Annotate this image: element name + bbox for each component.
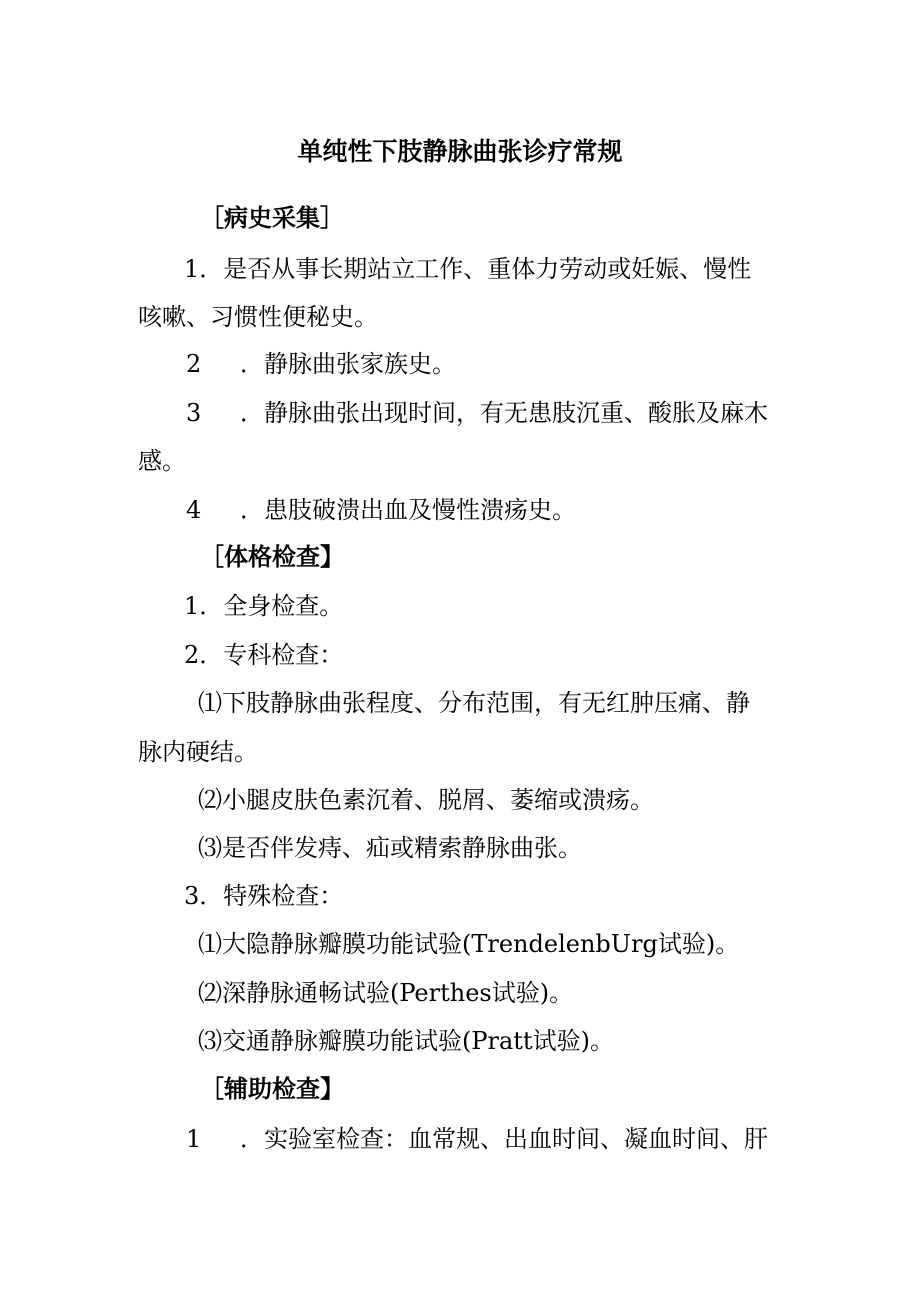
- history-item-3-line-2: 感。: [138, 447, 186, 475]
- history-item-2-text: ．静脉曲张家族史。: [240, 350, 456, 378]
- document-title: 单纯性下肢静脉曲张诊疗常规: [297, 137, 623, 166]
- exam-sub-1-line-2: 脉内硬结。: [138, 738, 258, 766]
- history-item-4-number: 4: [186, 496, 202, 524]
- section-heading-history: ［病史采集］: [200, 204, 344, 232]
- aux-item-1-text: ．实验室检查：血常规、出血时间、凝血时间、肝: [240, 1125, 768, 1153]
- history-item-1-line-1: 1．是否从事长期站立工作、重体力劳动或妊娠、慢性: [184, 255, 752, 283]
- history-item-4-text: ．患肢破溃出血及慢性溃疡史。: [240, 496, 576, 524]
- exam-item-3: 3．特殊检查：: [184, 882, 344, 910]
- history-item-2-number: 2: [186, 350, 202, 378]
- section-heading-physical-exam: ［体格检查】: [200, 543, 344, 571]
- exam-sub-1-line-1: ⑴下肢静脉曲张程度、分布范围，有无红肿压痛、静: [198, 689, 750, 717]
- aux-item-1-number: 1: [186, 1125, 202, 1153]
- history-item-1-line-2: 咳嗽、习惯性便秘史。: [138, 303, 378, 331]
- history-item-3-number: 3: [186, 399, 202, 427]
- exam-item-2: 2．专科检查：: [184, 641, 344, 669]
- exam-item-1: 1．全身检查。: [184, 592, 344, 620]
- history-item-3-line-1: ．静脉曲张出现时间，有无患肢沉重、酸胀及麻木: [240, 399, 768, 427]
- special-test-2: ⑵深静脉通畅试验(Perthes试验)。: [198, 979, 574, 1007]
- special-test-3: ⑶交通静脉瓣膜功能试验(Pratt试验)。: [198, 1027, 614, 1055]
- exam-sub-2: ⑵小腿皮肤色素沉着、脱屑、萎缩或溃疡。: [198, 786, 654, 814]
- section-heading-auxiliary-exam: ［辅助检查】: [200, 1075, 344, 1103]
- special-test-1: ⑴大隐静脉瓣膜功能试验(TrendelenbUrg试验)。: [198, 930, 740, 958]
- exam-sub-3: ⑶是否伴发痔、疝或精索静脉曲张。: [198, 834, 582, 862]
